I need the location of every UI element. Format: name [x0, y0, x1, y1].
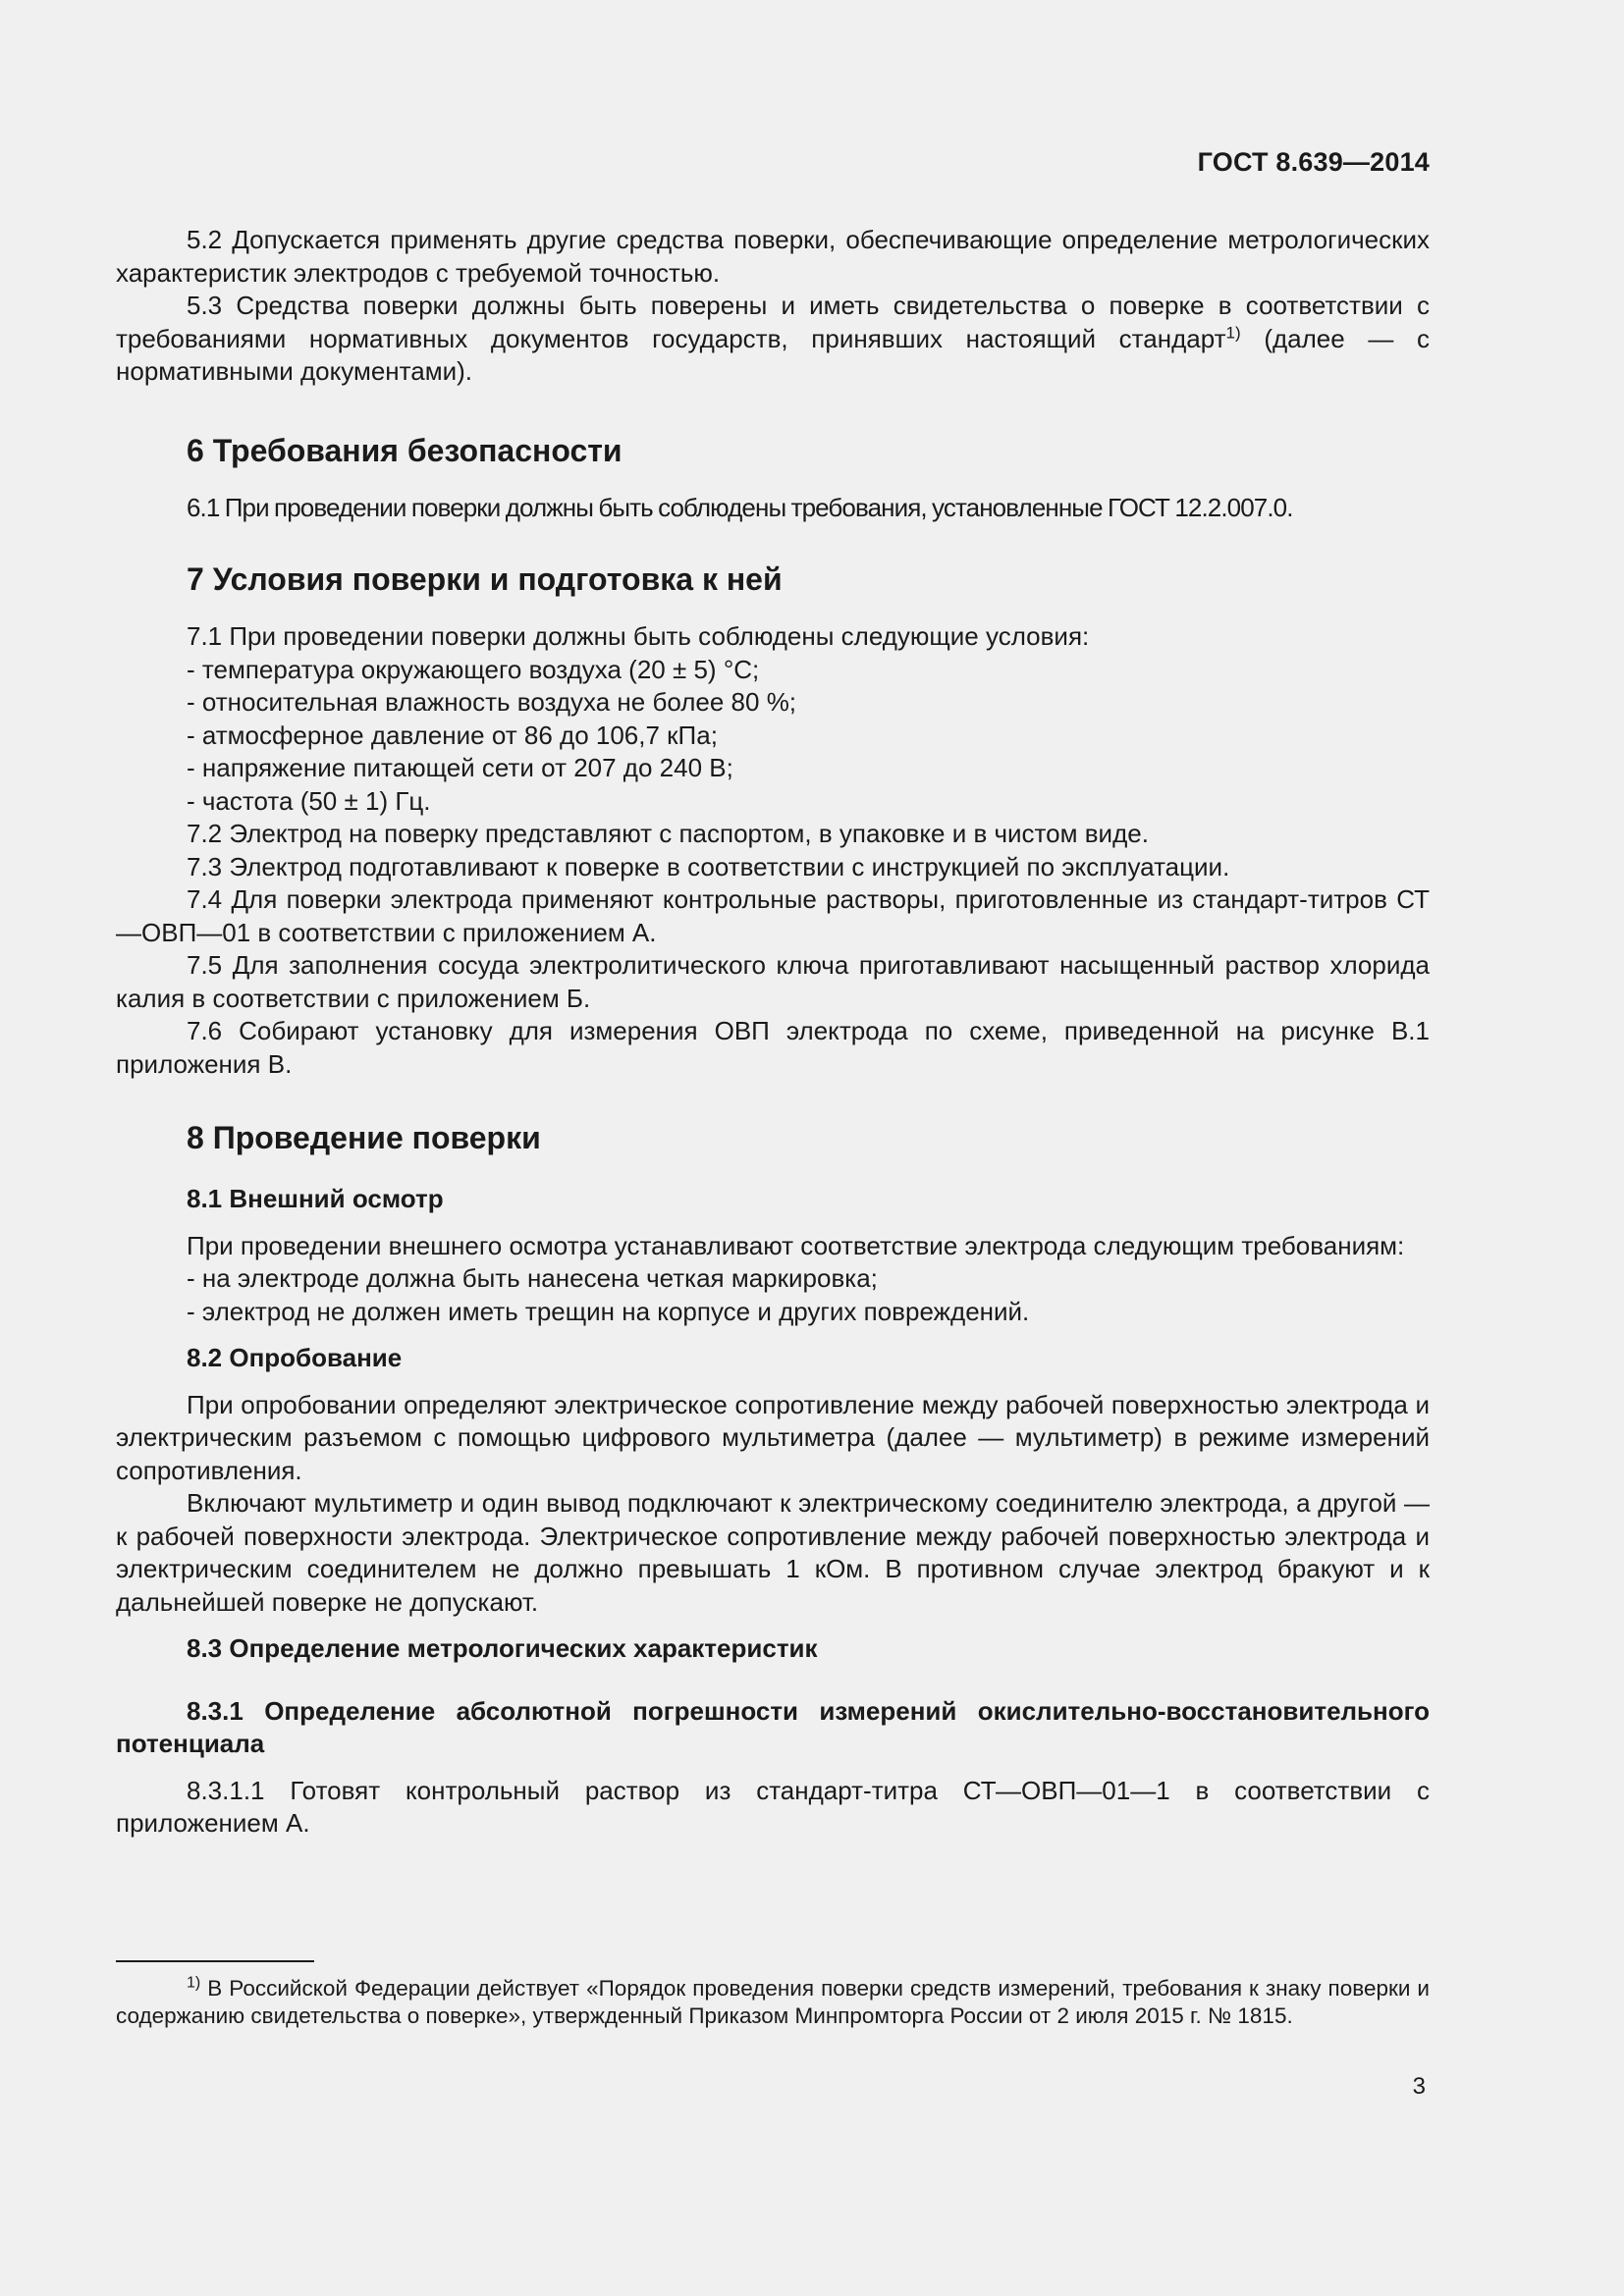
paragraph-8-1-intro: При проведении внешнего осмотра устанавливают соответствие электрода следующим требованиям: — [187, 1230, 1405, 1260]
subsection-8-2-heading: 8.2 Опробование — [187, 1343, 403, 1372]
paragraph-5-3-text: 5.3 Средства поверки должны быть поверены и иметь свидетельства о поверке в соответствии с требованиями нормативных документов государств, принявших настоящий стандарт — [116, 291, 1430, 353]
subsection-8-3-1-heading: 8.3.1 Определение абсолютной погрешности измерений окислительно-восстановительного потенциала — [116, 1695, 1430, 1758]
paragraph-8-2-2: Включают мультиметр и один вывод подключают к электрическому соединителю электрода, а другой — к рабочей поверхности электрода. Электрическое сопротивление между рабочей поверхностью электрода и электрическим соединителем не должно превышать 1 кОм. В противном случае электрод бракуют и к дальнейшей поверке не допускают. — [116, 1488, 1430, 1617]
condition-item: - температура окружающего воздуха (20 ± 5) °С; — [187, 654, 760, 684]
paragraph-7-6: 7.6 Собирают установку для измерения ОВП электрода по схеме, приведенной на рисунке В.1 приложения В. — [116, 1016, 1430, 1079]
footnote-reference: 1) — [1225, 322, 1241, 342]
paragraph-8-2-1: При опробовании определяют электрическое сопротивление между рабочей поверхностью электрода и электрическим разъемом с помощью цифрового мультиметра (далее — мультиметр) в режиме измерений сопротивления. — [116, 1389, 1430, 1485]
condition-item: - напряжение питающей сети от 207 до 240 В; — [187, 753, 733, 782]
paragraph-7-1: 7.1 При проведении поверки должны быть соблюдены следующие условия: — [187, 621, 1090, 651]
paragraph-7-2: 7.2 Электрод на поверку представляют с паспортом, в упаковке и в чистом виде. — [187, 819, 1149, 848]
footnote-separator — [116, 1960, 314, 1962]
section-6-heading: 6 Требования безопасности — [187, 432, 623, 468]
condition-item: - частота (50 ± 1) Гц. — [187, 785, 431, 816]
condition-item: - относительная влажность воздуха не более 80 %; — [187, 687, 797, 717]
page-number: 3 — [1412, 2073, 1426, 2100]
paragraph-7-5: 7.5 Для заполнения сосуда электролитического ключа приготавливают насыщенный раствор хлорида калия в соответствии с приложением Б. — [116, 950, 1430, 1013]
paragraph-6-1: 6.1 При проведении поверки должны быть соблюдены требования, установленные ГОСТ 12.2.007.0. — [187, 492, 1293, 522]
footnote-marker: 1) — [187, 1974, 201, 1992]
section-8-heading: 8 Проведение поверки — [187, 1120, 541, 1155]
document-page — [116, 0, 1430, 2296]
requirement-item: - на электроде должна быть нанесена четкая маркировка; — [187, 1263, 878, 1293]
paragraph-7-4: 7.4 Для поверки электрода применяют контрольные растворы, приготовленные из стандарт-титров СТ—ОВП—01 в соответствии с приложением А. — [116, 884, 1430, 947]
section-7-heading: 7 Условия поверки и подготовка к ней — [187, 561, 783, 597]
document-code: ГОСТ 8.639—2014 — [1197, 147, 1430, 177]
requirement-item: - электрод не должен иметь трещин на корпусе и других повреждений. — [187, 1296, 1030, 1326]
paragraph-5-3-tail: (далее — с нормативными документами). — [116, 323, 1430, 386]
page-content — [116, 224, 1430, 1841]
footnote — [116, 1975, 1430, 2030]
paragraph-5-2: 5.2 Допускается применять другие средства поверки, обеспечивающие определение метрологических характеристик электродов с требуемой точностью. — [116, 225, 1430, 288]
subsection-8-3-heading: 8.3 Определение метрологических характеристик — [187, 1633, 818, 1663]
paragraph-8-3-1-1: 8.3.1.1 Готовят контрольный раствор из стандарт-титра СТ—ОВП—01—1 в соответствии с приложением А. — [116, 1775, 1430, 1838]
paragraph-5-3 — [116, 290, 1430, 389]
paragraph-7-3: 7.3 Электрод подготавливают к поверке в соответствии с инструкцией по эксплуатации. — [187, 851, 1230, 881]
condition-item: - атмосферное давление от 86 до 106,7 кПа; — [187, 720, 718, 750]
subsection-8-1-heading: 8.1 Внешний осмотр — [187, 1184, 444, 1213]
footnote-text: В Российской Федерации действует «Порядок проведения поверки средств измерений, требования к знаку поверки и содержанию свидетельства о поверке», утвержденный Приказом Минпромторга России от 2 июля 2015 г. № 1815. — [116, 1976, 1430, 2028]
